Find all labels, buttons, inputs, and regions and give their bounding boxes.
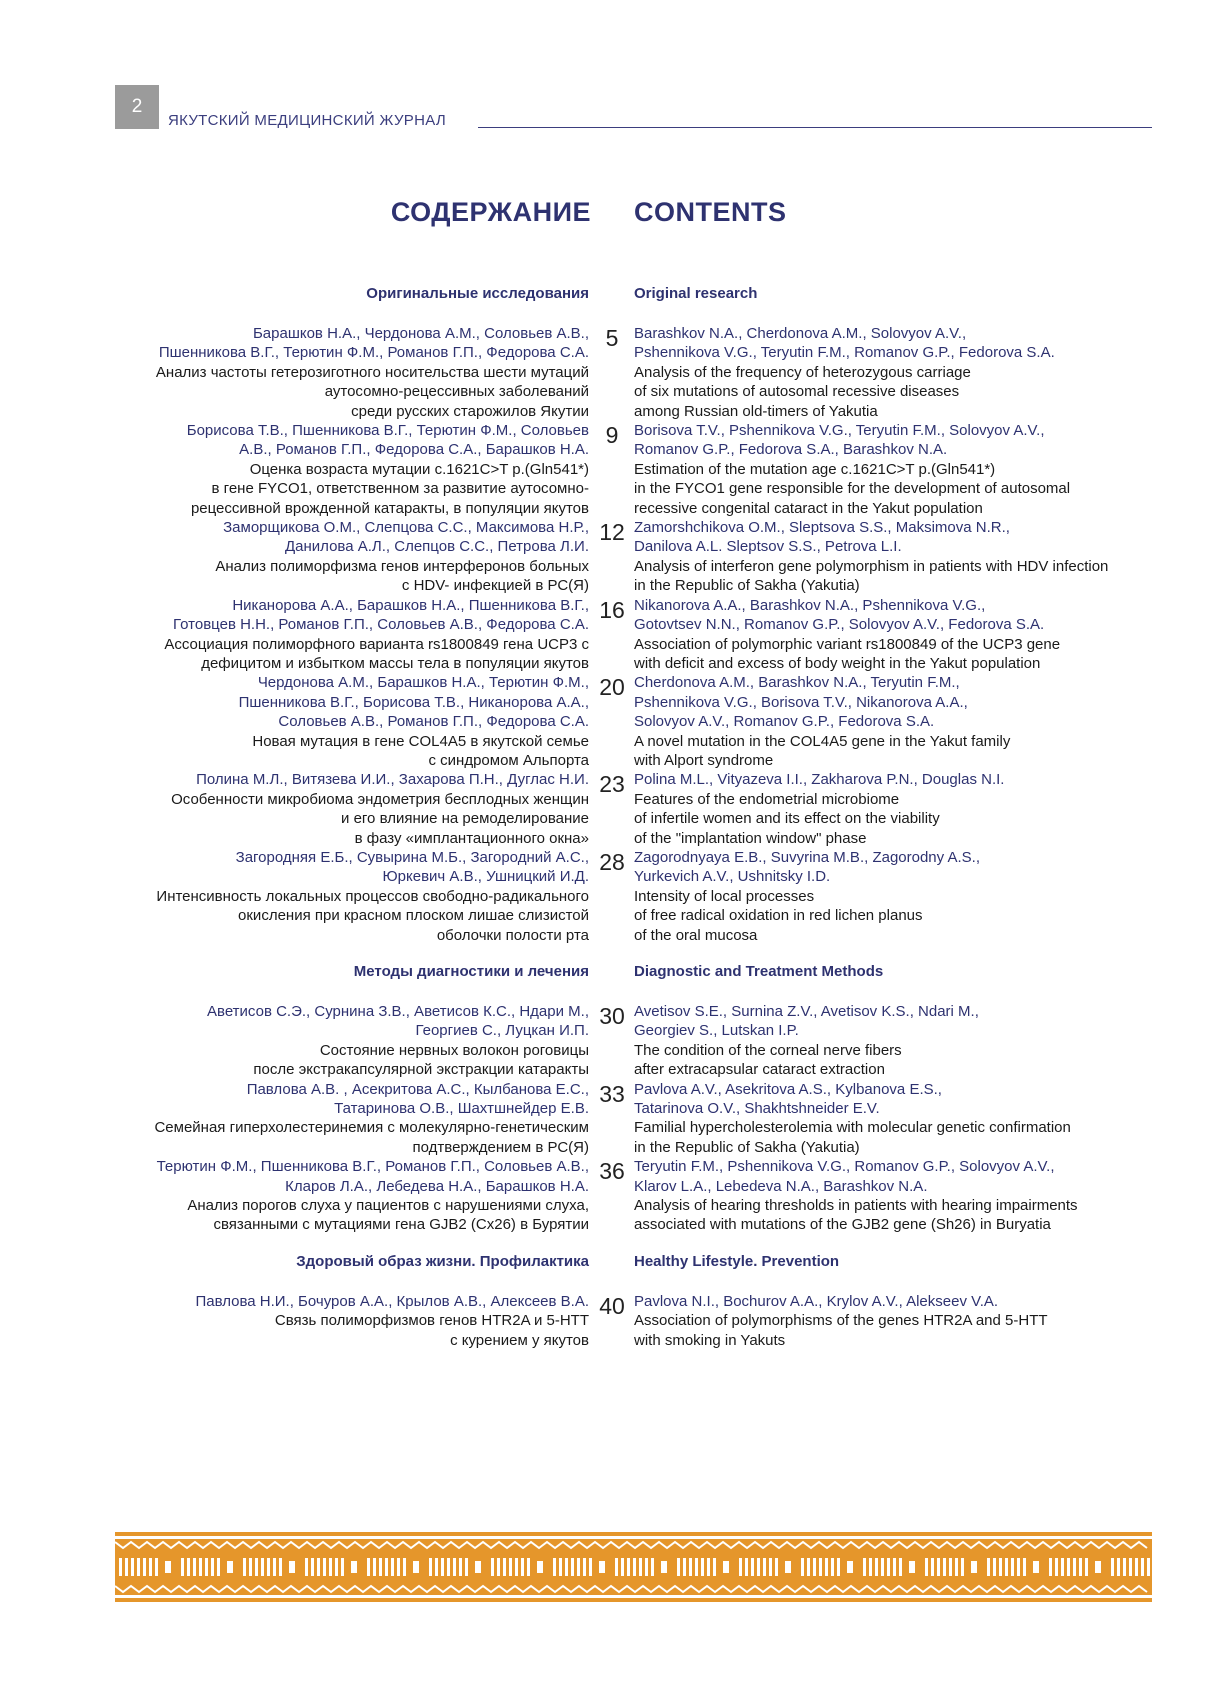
author-line-en: Pshennikova V.G., Borisova T.V., Nikanorova A.A.,: [634, 693, 968, 711]
entry-ru: [119, 1157, 589, 1235]
title-line-ru: аутосомно-рецессивных заболеваний: [324, 383, 589, 401]
author-line-ru: Данилова А.Л., Слепцов С.С., Петрова Л.И.: [285, 538, 589, 556]
author-line-en: Nikanorova A.A., Barashkov N.A., Pshennikova V.G.,: [634, 596, 986, 614]
title-line-en: after extracapsular cataract extraction: [634, 1061, 885, 1079]
author-line-en: Zamorshchikova O.M., Sleptsova S.S., Maksimova N.R.,: [634, 519, 1010, 537]
toc-entry: [0, 673, 1208, 770]
section-title-en: Healthy Lifestyle. Prevention: [634, 1252, 840, 1270]
author-line-en: Tatarinova O.V., Shakhtshneider E.V.: [634, 1100, 880, 1118]
title-line-en: Familial hypercholesterolemia with molecular genetic confirmation: [634, 1119, 1071, 1137]
title-line-en: Association of polymorphic variant rs1800849 of the UCP3 gene: [634, 635, 1061, 653]
entry-ru: [119, 1002, 589, 1080]
title-line-ru: Состояние нервных волокон роговицы: [319, 1041, 589, 1059]
page-number: 2: [115, 85, 159, 129]
author-line-en: Solovyov A.V., Romanov G.P., Fedorova S.A.: [634, 713, 935, 731]
author-line-ru: Павлова Н.И., Бочуров А.А., Крылов А.В., Алексеев В.А.: [195, 1292, 589, 1310]
entry-ru: [119, 848, 589, 945]
title-line-ru: подтверждением в РС(Я): [412, 1138, 589, 1156]
title-line-en: The condition of the corneal nerve fibers: [634, 1041, 902, 1059]
entry-ru: [119, 518, 589, 596]
author-line-ru: А.В., Романов Г.П., Федорова С.А., Барашков Н.А.: [239, 441, 589, 459]
author-line-ru: Никанорова А.А., Барашков Н.А., Пшенникова В.Г.,: [232, 596, 589, 614]
entry-en: [634, 770, 1164, 848]
author-line-ru: Барашков Н.А., Чердонова А.М., Соловьев А.В.,: [252, 325, 589, 342]
author-line-en: Polina M.L., Vityazeva I.I., Zakharova P.N., Douglas N.I.: [634, 771, 1005, 789]
toc-entry: [0, 324, 1208, 421]
author-line-en: Barashkov N.A., Cherdonova A.M., Solovyov A.V.,: [634, 325, 967, 342]
author-line-ru: Кларов Л.А., Лебедева Н.А., Барашков Н.А.: [285, 1177, 589, 1195]
title-line-ru: и его влияние на ремоделирование: [341, 810, 589, 828]
section-spacer: [0, 945, 1208, 963]
title-line-en: among Russian old-timers of Yakutia: [634, 402, 878, 420]
toc-entry: [0, 848, 1208, 945]
section-title-ru: Оригинальные исследования: [366, 285, 589, 302]
toc-entry: [0, 1080, 1208, 1158]
author-line-ru: Полина М.Л., Витязева И.И., Захарова П.Н., Дуглас Н.И.: [196, 771, 589, 789]
author-line-ru: Георгиев С., Луцкан И.П.: [415, 1022, 589, 1040]
author-line-en: Romanov G.P., Fedorova S.A., Barashkov N.A.: [634, 441, 948, 459]
section-spacer: [0, 1235, 1208, 1253]
page-number-entry: 5: [605, 325, 619, 351]
page-title-en: CONTENTS: [634, 197, 787, 227]
page-number-entry: 12: [599, 519, 625, 546]
author-line-en: Avetisov S.E., Surnina Z.V., Avetisov K.S., Ndari M.,: [634, 1003, 979, 1020]
title-line-ru: с синдромом Альпорта: [428, 751, 589, 769]
author-line-en: Pshennikova V.G., Teryutin F.M., Romanov G.P., Fedorova S.A.: [634, 344, 1055, 362]
entry-ru: [119, 596, 589, 674]
title-line-ru: Особенности микробиома эндометрия бесплодных женщин: [171, 790, 589, 808]
title-line-en: with deficit and excess of body weight in the Yakut population: [634, 654, 1041, 672]
journal-name: ЯКУТСКИЙ МЕДИЦИНСКИЙ ЖУРНАЛ: [168, 112, 447, 129]
author-line-ru: Борисова Т.В., Пшенникова В.Г., Терютин Ф.М., Соловьев: [186, 422, 589, 440]
entry-ru: [119, 421, 589, 518]
entry-ru: [119, 673, 589, 770]
page-number-entry: 40: [599, 1292, 625, 1319]
entry-en: [634, 421, 1164, 518]
title-line-ru: Связь полиморфизмов генов HTR2A и 5-HTT: [274, 1312, 589, 1330]
author-line-ru: Павлова А.В. , Асекритова А.С., Кылбанова Е.С.,: [246, 1080, 589, 1098]
toc-entry: [0, 1002, 1208, 1080]
author-line-en: Pavlova A.V., Asekritova A.S., Kylbanova E.S.,: [634, 1080, 942, 1098]
entry-ru: [119, 770, 589, 848]
author-line-en: Teryutin F.M., Pshennikova V.G., Romanov G.P., Solovyov A.V.,: [634, 1158, 1055, 1176]
page-number-entry: 28: [599, 848, 625, 875]
author-line-ru: Загородняя Е.Б., Сувырина М.Б., Загородний А.С.,: [235, 848, 589, 866]
author-line-ru: Заморщикова О.М., Слепцова С.С., Максимова Н.Р.,: [223, 519, 589, 537]
page-number-entry: 30: [599, 1003, 625, 1029]
author-line-en: Danilova A.L. Sleptsov S.S., Petrova L.I.: [634, 538, 902, 556]
title-line-en: A novel mutation in the COL4A5 gene in the Yakut family: [634, 732, 1011, 750]
author-line-en: Gotovtsev N.N., Romanov G.P., Solovyov A.V., Fedorova S.A.: [634, 616, 1045, 634]
entry-ru: [119, 1080, 589, 1158]
author-line-ru: Терютин Ф.М., Пшенникова В.Г., Романов Г.П., Соловьев А.В.,: [156, 1158, 589, 1176]
toc-entry: [0, 421, 1208, 518]
title-line-en: Analysis of interferon gene polymorphism in patients with HDV infection: [634, 557, 1109, 575]
title-line-en: in the Republic of Sakha (Yakutia): [634, 1138, 860, 1156]
title-line-ru: в гене FYCO1, ответственном за развитие аутосомно-: [211, 480, 589, 498]
page-number-entry: 33: [599, 1080, 625, 1107]
title-line-ru: рецессивной врожденной катаракты, в популяции якутов: [190, 499, 589, 517]
title-line-ru: Ассоциация полиморфного варианта rs1800849 гена UCP3 с: [164, 635, 589, 653]
title-line-ru: окисления при красном плоском лишае слизистой: [238, 907, 589, 925]
toc-entry: [0, 518, 1208, 596]
header-rule: [478, 127, 1152, 128]
entry-ru: [119, 1292, 589, 1350]
toc-entry: [0, 596, 1208, 674]
toc-entry: [0, 770, 1208, 848]
title-line-en: Analysis of the frequency of heterozygous carriage: [634, 363, 971, 381]
page-number-entry: 9: [605, 422, 619, 449]
author-line-en: Borisova T.V., Pshennikova V.G., Teryutin F.M., Solovyov A.V.,: [634, 422, 1045, 440]
table-of-contents: [0, 285, 1208, 1350]
section-title-ru: Методы диагностики и лечения: [353, 963, 589, 980]
title-line-en: in the FYCO1 gene responsible for the development of autosomal: [634, 480, 1071, 498]
section-heading: [0, 285, 1208, 324]
author-line-ru: Готовцев Н.Н., Романов Г.П., Соловьев А.В., Федорова С.А.: [173, 616, 589, 634]
title-line-ru: дефицитом и избытком массы тела в популяции якутов: [201, 654, 589, 672]
title-line-en: Intensity of local processes: [634, 887, 815, 905]
author-line-ru: Соловьев А.В., Романов Г.П., Федорова С.А.: [278, 713, 589, 731]
entry-en: [634, 673, 1164, 770]
title-line-ru: среди русских старожилов Якутии: [351, 402, 589, 420]
author-line-ru: Татаринова О.В., Шахтшнейдер Е.В.: [334, 1100, 589, 1118]
title-line-ru: Семейная гиперхолестеринемия с молекулярно-генетическим: [154, 1119, 589, 1137]
title-line-en: with smoking in Yakuts: [634, 1331, 786, 1349]
author-line-ru: Пшенникова В.Г., Борисова Т.В., Никанорова А.А.,: [238, 693, 589, 711]
entry-ru: [119, 324, 589, 421]
title-line-ru: Новая мутация в гене COL4A5 в якутской семье: [252, 732, 589, 750]
title-line-ru: Анализ порогов слуха у пациентов с нарушениями слуха,: [187, 1197, 589, 1215]
entry-en: [634, 1157, 1164, 1235]
section-heading: [0, 963, 1208, 1002]
title-line-ru: с HDV- инфекцией в РС(Я): [401, 577, 589, 595]
section-title-en: Original research: [634, 285, 758, 302]
entry-en: [634, 848, 1164, 945]
title-line-en: Association of polymorphisms of the genes HTR2A and 5-HTT: [634, 1312, 1048, 1330]
title-line-en: of the oral mucosa: [634, 926, 758, 944]
entry-en: [634, 596, 1164, 674]
page-title-ru: СОДЕРЖАНИЕ: [390, 197, 591, 227]
author-line-ru: Аветисов С.Э., Сурнина З.В., Аветисов К.С., Ндари М.,: [207, 1003, 589, 1020]
title-line-en: with Alport syndrome: [634, 751, 774, 769]
entry-en: [634, 518, 1164, 596]
title-line-en: of six mutations of autosomal recessive diseases: [634, 383, 960, 401]
title-line-en: of infertile women and its effect on the viability: [634, 810, 940, 828]
title-line-en: associated with mutations of the GJB2 gene (Sh26) in Buryatia: [634, 1216, 1051, 1234]
page-number-entry: 23: [599, 771, 625, 798]
title-line-ru: связанными с мутациями гена GJB2 (Cx26) в Бурятии: [213, 1216, 589, 1234]
title-line-ru: Оценка возраста мутации c.1621C>T p.(Gln541*): [249, 460, 589, 478]
title-line-ru: с курением у якутов: [450, 1331, 589, 1349]
author-line-en: Zagorodnyaya E.B., Suvyrina M.B., Zagorodny A.S.,: [634, 848, 981, 866]
title-line-en: of the "implantation window" phase: [634, 829, 867, 847]
title-line-ru: Анализ частоты гетерозиготного носительства шести мутаций: [155, 363, 589, 381]
title-line-ru: оболочки полости рта: [436, 926, 589, 944]
section-title-ru: Здоровый образ жизни. Профилактика: [296, 1252, 589, 1270]
author-line-en: Cherdonova A.M., Barashkov N.A., Teryutin F.M.,: [634, 674, 960, 692]
title-line-en: Estimation of the mutation age c.1621C>T p.(Gln541*): [634, 460, 996, 478]
entry-en: [634, 1002, 1164, 1080]
title-line-ru: в фазу «имплантационного окна»: [354, 829, 589, 847]
toc-entry: [0, 1157, 1208, 1235]
title-line-ru: Анализ полиморфизма генов интерферонов больных: [215, 557, 589, 575]
title-line-en: Analysis of hearing thresholds in patients with hearing impairments: [634, 1197, 1078, 1215]
author-line-en: Georgiev S., Lutskan I.P.: [634, 1022, 799, 1040]
entry-en: [634, 1080, 1164, 1158]
title-line-ru: Интенсивность локальных процессов свободно-радикального: [156, 887, 589, 905]
page-number-entry: 36: [599, 1158, 625, 1185]
entry-en: [634, 1292, 1164, 1350]
page-number-entry: 20: [599, 674, 625, 701]
author-line-en: Pavlova N.I., Bochurov A.A., Krylov A.V., Alekseev V.A.: [634, 1292, 999, 1310]
title-line-en: in the Republic of Sakha (Yakutia): [634, 577, 860, 595]
title-line-ru: после экстракапсулярной экстракции катаракты: [253, 1061, 589, 1079]
ornament-border-decoration: [115, 1532, 1152, 1602]
section-heading: [0, 1253, 1208, 1292]
author-line-en: Klarov L.A., Lebedeva N.A., Barashkov N.A.: [634, 1177, 928, 1195]
title-line-en: Features of the endometrial microbiome: [634, 790, 900, 808]
author-line-ru: Пшенникова В.Г., Терютин Ф.М., Романов Г.П., Федорова С.А.: [158, 344, 589, 362]
author-line-en: Yurkevich A.V., Ushnitsky I.D.: [634, 868, 831, 886]
page-number-entry: 16: [599, 596, 625, 623]
author-line-ru: Юркевич А.В., Ушницкий И.Д.: [382, 868, 589, 886]
entry-en: [634, 324, 1164, 421]
toc-entry: [0, 1292, 1208, 1350]
title-line-en: recessive congenital cataract in the Yakut population: [634, 499, 983, 517]
author-line-ru: Чердонова А.М., Барашков Н.А., Терютин Ф.М.,: [257, 674, 589, 692]
title-line-en: of free radical oxidation in red lichen planus: [634, 907, 923, 925]
section-title-en: Diagnostic and Treatment Methods: [634, 963, 884, 980]
